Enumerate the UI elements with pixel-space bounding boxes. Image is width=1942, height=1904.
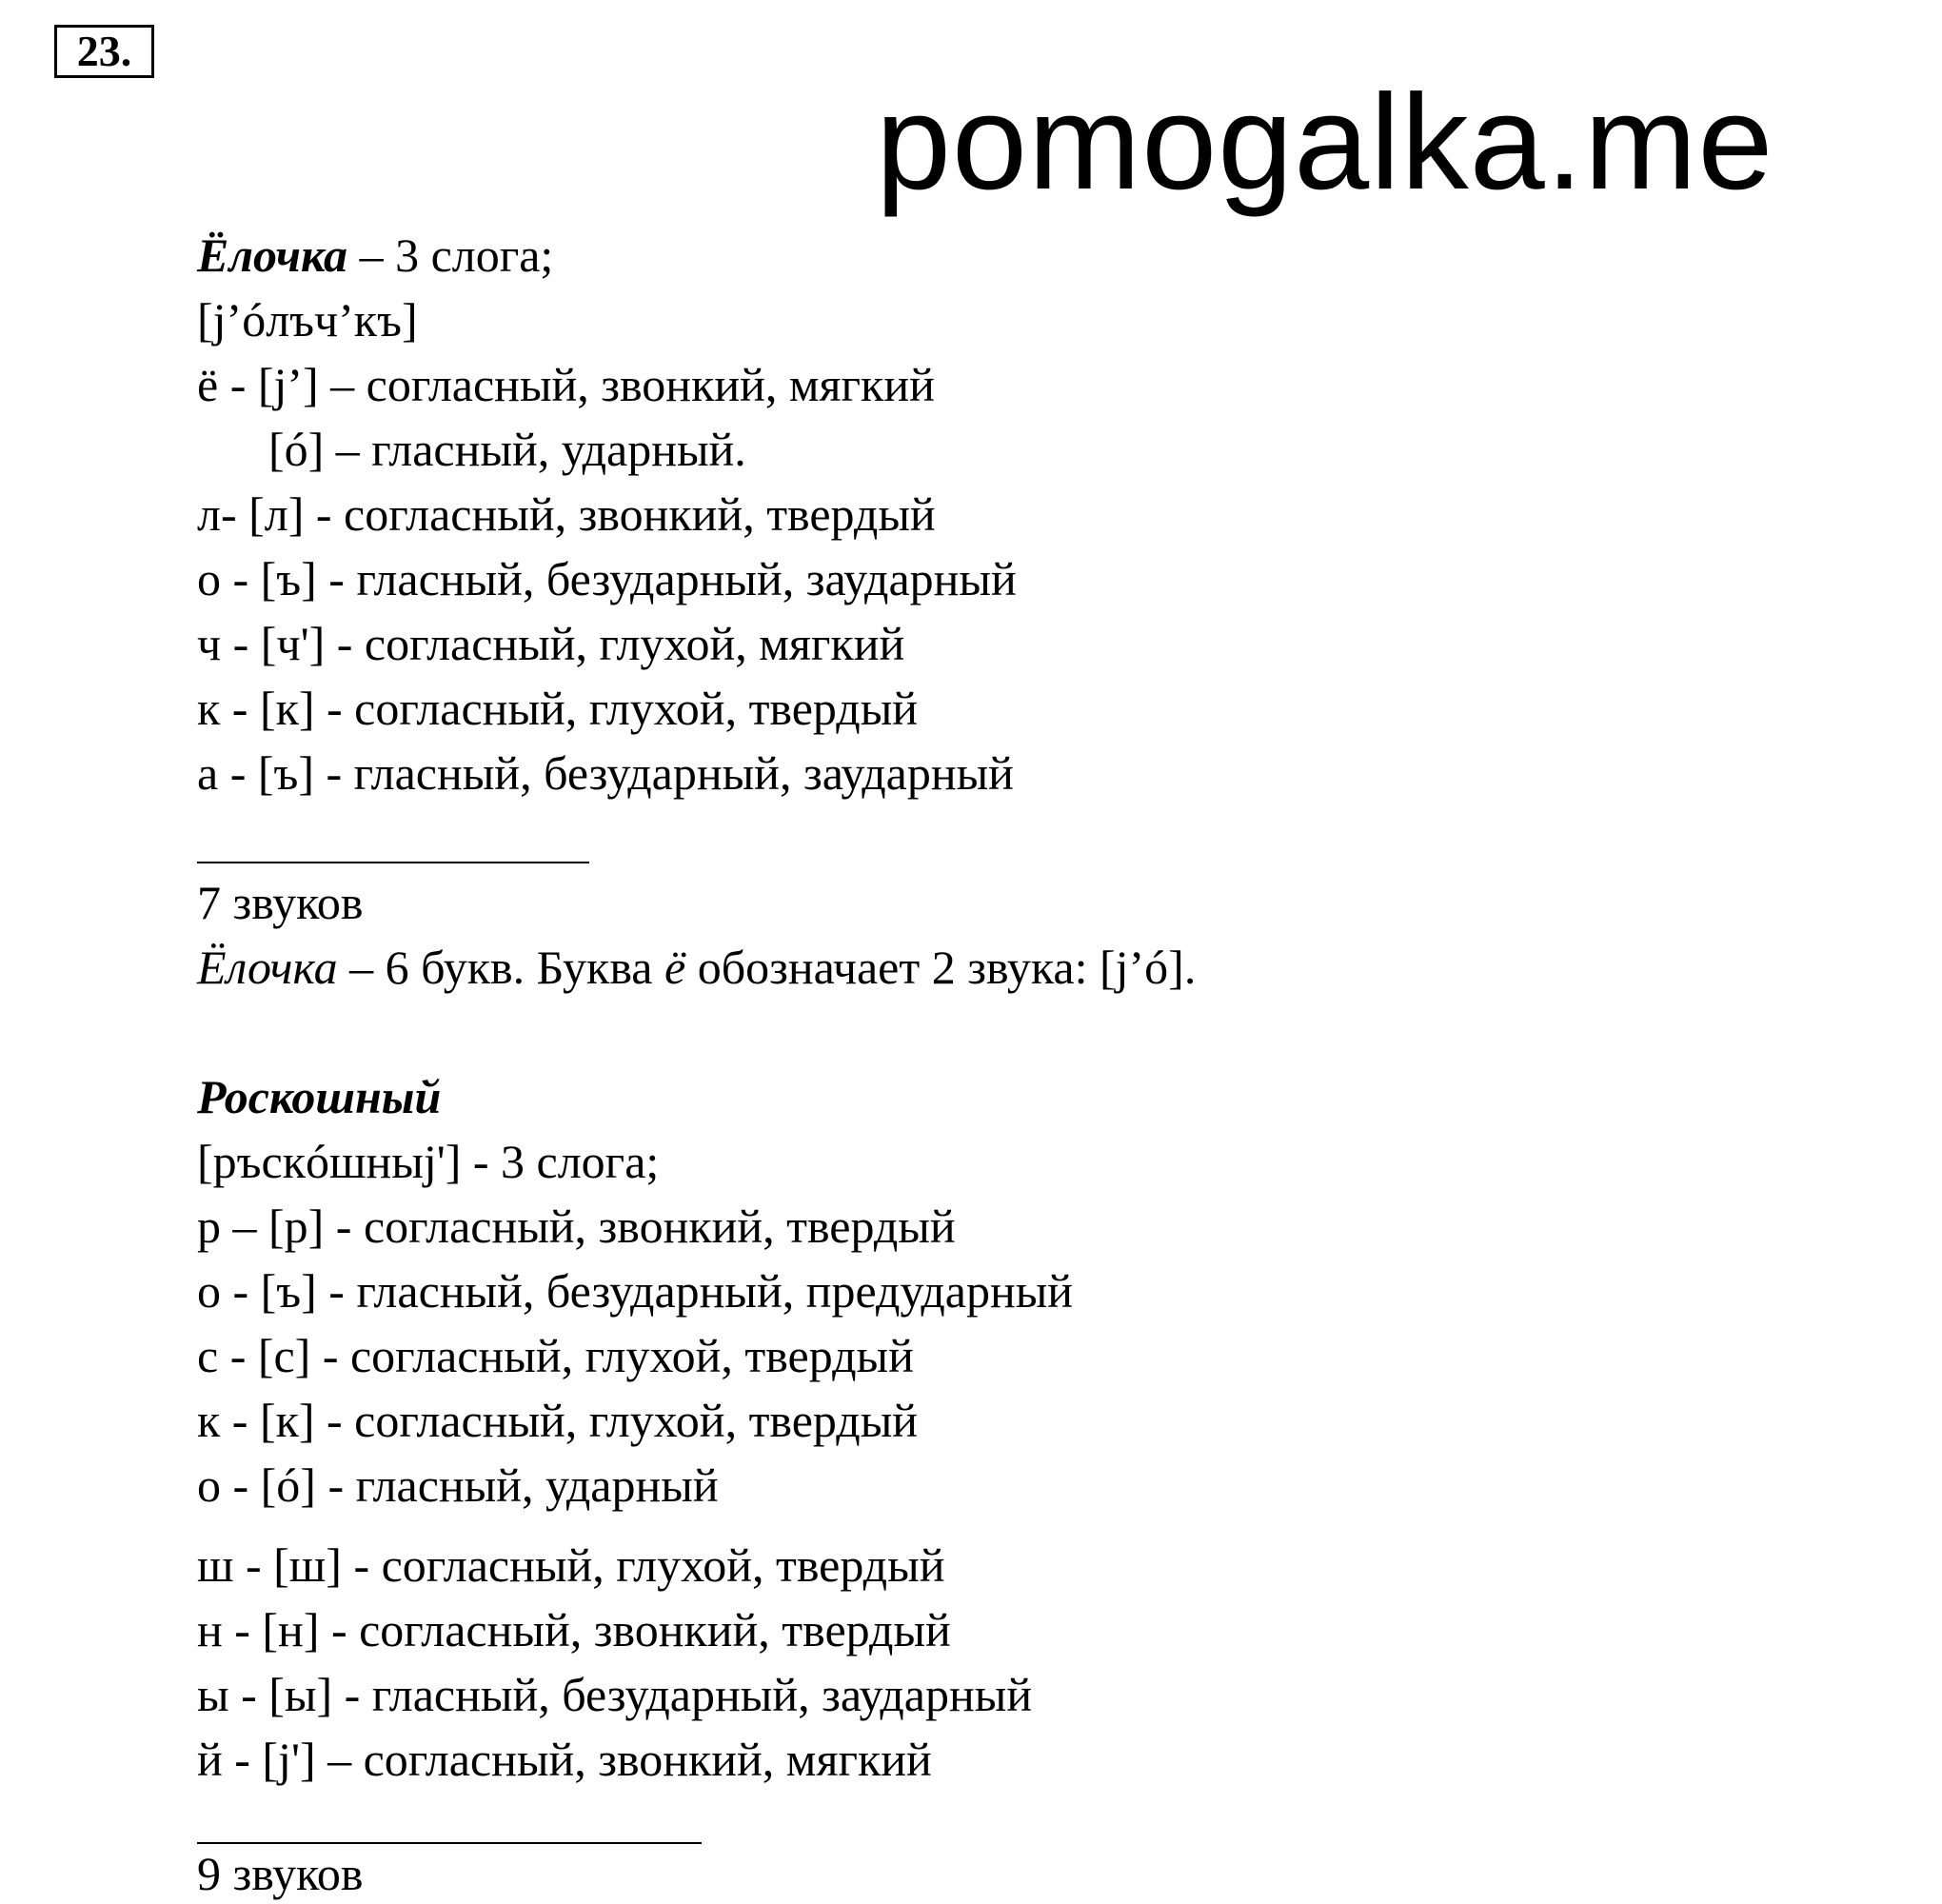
- section2-line: с - [с] - согласный, глухой, твердый: [197, 1329, 914, 1382]
- section1-heading-rest: – 3 слога;: [347, 228, 554, 282]
- section2-total: 9 звуков: [197, 1847, 364, 1900]
- section1-note-letter: ё: [664, 941, 686, 994]
- section1-total: 7 звуков: [197, 876, 364, 929]
- section2-line: ш - [ш] - согласный, глухой, твердый: [197, 1538, 945, 1592]
- section2-line: ы - [ы] - гласный, безударный, заударный: [197, 1668, 1033, 1721]
- section2-line: к - [к] - согласный, глухой, твердый: [197, 1394, 919, 1447]
- section1-transcription: [j’óлъч’къ]: [197, 293, 418, 347]
- section1-note-word: Ёлочка: [197, 941, 338, 994]
- section1-note-mid: – 6 букв. Буква: [337, 941, 664, 994]
- section2-line: о - [ъ] - гласный, безударный, предударный: [197, 1264, 1074, 1318]
- section1-divider: [197, 862, 589, 863]
- section1-heading: [197, 227, 553, 284]
- section1-line: ч - [ч'] - согласный, глухой, мягкий: [197, 617, 905, 670]
- task-number: 23.: [54, 25, 154, 78]
- section1-note-end: обозначает 2 звука: [j’ó].: [685, 941, 1197, 994]
- section1-line: а - [ъ] - гласный, безударный, заударный: [197, 746, 1014, 800]
- section1-line: л- [л] - согласный, звонкий, твердый: [197, 487, 936, 541]
- watermark: pomogalka.me: [876, 67, 1774, 218]
- section1-line: о - [ъ] - гласный, безударный, заударный: [197, 552, 1017, 605]
- section1-note: [197, 939, 1196, 996]
- section2-transcription: [ръскóшныj'] - 3 слога;: [197, 1135, 660, 1188]
- section2-line: о - [ó] - гласный, ударный: [197, 1458, 719, 1512]
- section1-line: [ó] – гласный, ударный.: [268, 423, 746, 476]
- section1-line: к - [к] - согласный, глухой, твердый: [197, 682, 919, 735]
- section2-divider: [197, 1842, 702, 1844]
- section1-line: ё - [j’] – согласный, звонкий, мягкий: [197, 358, 935, 411]
- section2-line: н - [н] - согласный, звонкий, твердый: [197, 1603, 951, 1656]
- section1-heading-word: Ёлочка: [197, 228, 348, 282]
- section2-line: р – [р] - согласный, звонкий, твердый: [197, 1200, 956, 1253]
- section2-heading: Роскошный: [197, 1070, 442, 1123]
- section2-line: й - [j'] – согласный, звонкий, мягкий: [197, 1733, 932, 1786]
